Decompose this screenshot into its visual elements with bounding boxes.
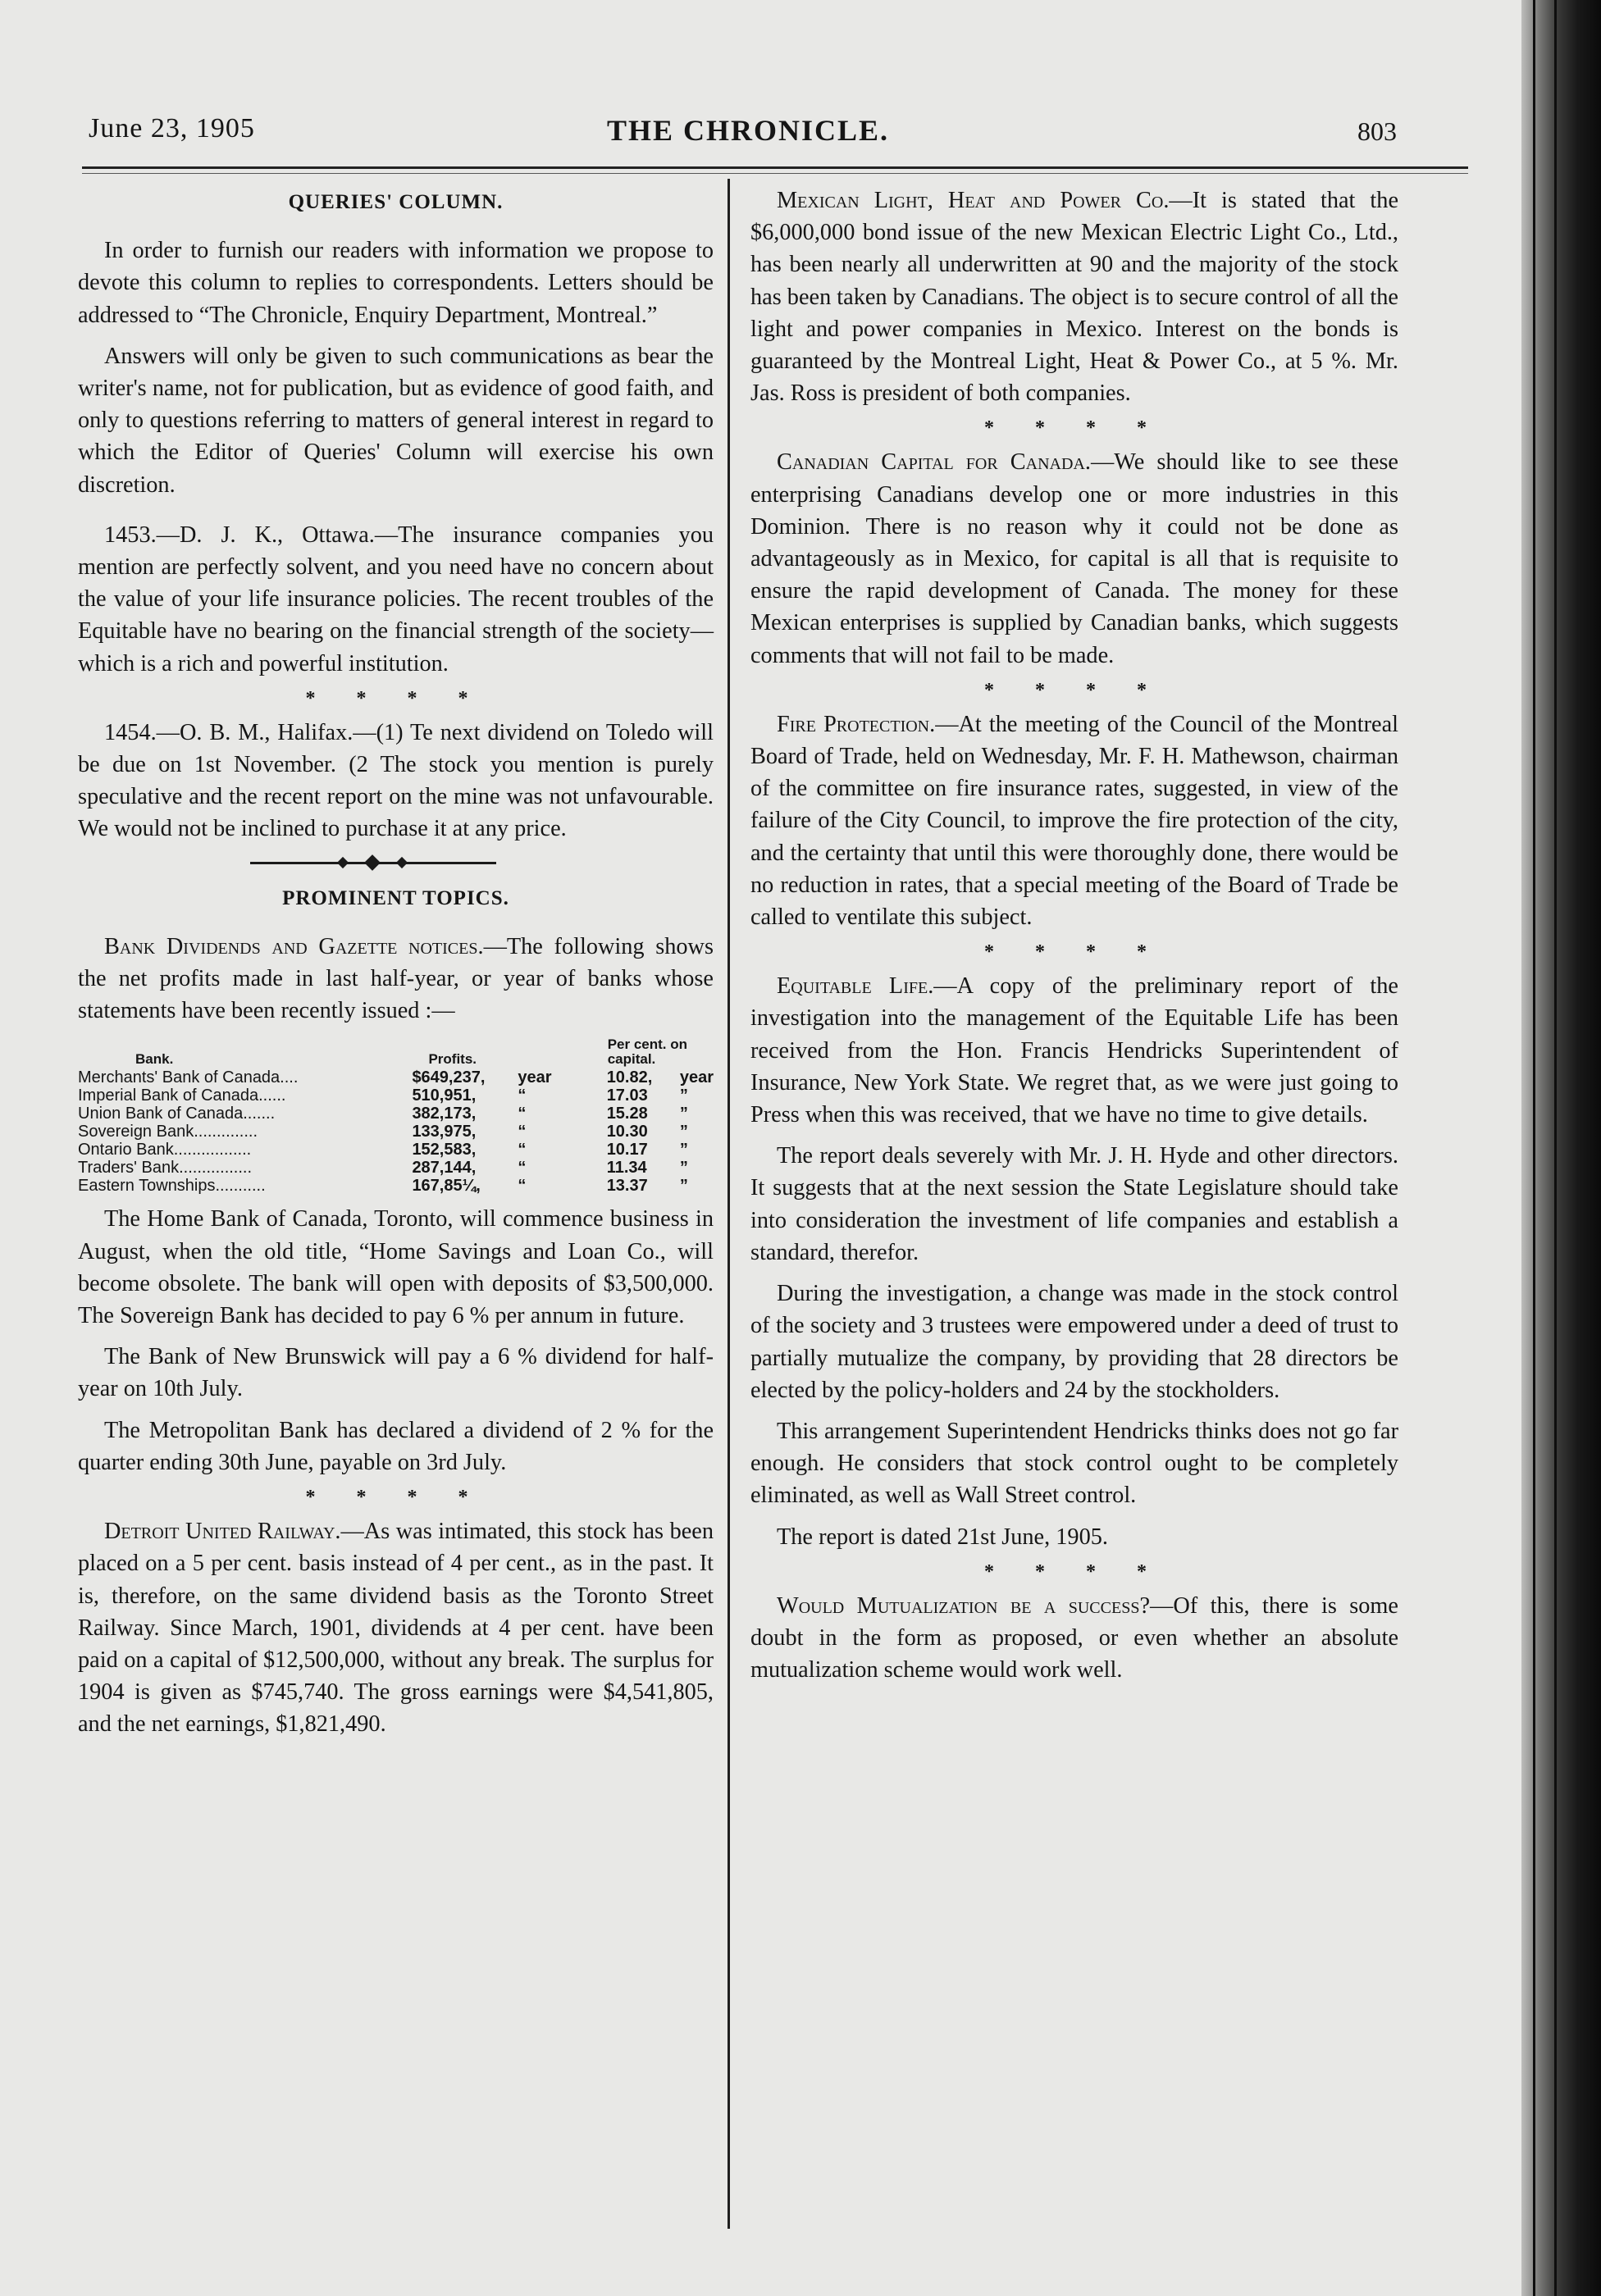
cell-percent: 10.30: [606, 1123, 648, 1141]
capital-text: —We should like to see these enterprising Canadians develop one or more industries in this Dominion. There is no reason why it could not be done as advantageously as in Mexico, for capital is all that is requisite to ensure the rapid development of Canada. The money for these Mexican enterprises is supplied by Canadian banks, which suggests comments that will not fail to be made.: [750, 449, 1398, 668]
fire-title: Fire Protection.: [777, 711, 936, 737]
book-binding: [1521, 0, 1601, 2296]
cell-bank: Sovereign Bank..............: [78, 1123, 258, 1141]
dated-paragraph: The report is dated 21st June, 1905.: [777, 1524, 1108, 1550]
ornament-diamond-left: [337, 857, 349, 868]
section-stars: * * * *: [305, 687, 486, 709]
table-header-row: [78, 1036, 714, 1068]
mexican-paragraph: [750, 184, 1398, 409]
page-header: [0, 107, 1460, 156]
ornament-diamond-right: [396, 857, 408, 868]
header-rule: [82, 166, 1468, 169]
section-stars: * * * *: [305, 1487, 486, 1509]
section-ornament: [78, 854, 714, 871]
prominent-topics-heading: PROMINENT TOPICS.: [282, 886, 509, 909]
new-brunswick-paragraph: The Bank of New Brunswick will pay a 6 % dividend for half-year on 10th July.: [78, 1344, 714, 1402]
cell-bank: Union Bank of Canada.......: [78, 1105, 276, 1123]
capital-title: Canadian Capital for Canada.: [777, 449, 1091, 476]
cell-profits: 133,975,: [412, 1123, 477, 1141]
bank-dividends-title: Bank Dividends and Gazette notices.: [104, 933, 484, 959]
cell-percent: 10.82,: [606, 1068, 653, 1087]
cell-percent: 13.37: [606, 1177, 648, 1196]
metropolitan-paragraph: The Metropolitan Bank has declared a dividend of 2 % for the quarter ending 30th June, payable on 3rd July.: [78, 1417, 714, 1475]
table-row: [78, 1159, 714, 1177]
col-bank-header: Bank.: [135, 1051, 174, 1068]
right-column: [750, 184, 1398, 1695]
ornament-diamond: [364, 854, 381, 871]
cell-bank: Imperial Bank of Canada......: [78, 1086, 286, 1105]
cell-unit: “: [518, 1177, 527, 1196]
cell-unit: “: [518, 1141, 527, 1159]
page-number: 803: [1357, 116, 1397, 146]
table-row: [78, 1068, 714, 1086]
issue-date: June 23, 1905: [89, 113, 255, 144]
fire-paragraph: [750, 708, 1398, 933]
equitable-paragraph: [750, 970, 1398, 1131]
fire-text: —At the meeting of the Council of the Montreal Board of Trade, held on Wednesday, Mr. F. H. Mathewson, chairman of the committee on fire insurance rates, suggested, in view of the failure of the City Council, to improve the fire protection of the city, and the certainty that until this were thoroughly done, there would be no reduction in rates, that a special meeting of the Board of Trade be called to ventilate this subject.: [750, 711, 1398, 931]
detroit-title: Detroit United Railway.: [104, 1519, 341, 1545]
cell-profits: $649,237,: [412, 1068, 486, 1087]
header-rule-thin: [82, 173, 1468, 174]
detroit-text: —As was intimated, this stock has been placed on a 5 per cent. basis instead of 4 per cent., as in the past. It is, therefore, on the same dividend basis as the Toronto Street Railway. Since March, 1901, dividends at 4 per cent. have been paid on a capital of $12,500,000, without any break. The surplus for 1904 is given as $745,740. The gross earnings were $4,541,805, and the net earnings, $1,821,490.: [78, 1519, 714, 1738]
cell-percent: 11.34: [606, 1159, 647, 1178]
cell-percent: 17.03: [606, 1086, 648, 1105]
home-bank-paragraph: The Home Bank of Canada, Toronto, will commence business in August, when the old title, “Home Savings and Loan Co., will become obsolete. The bank will open with deposits of $3,500,000. The Sovereign Bank has decided to pay 6 % per annum in future.: [78, 1206, 714, 1329]
cell-percent-unit: year: [679, 1068, 714, 1087]
cell-bank: Ontario Bank.................: [78, 1141, 252, 1159]
query-1454: 1454.—O. B. M., Halifax.—(1) Te next dividend on Toledo will be due on 1st November. (2 The stock you mention is purely speculative and the recent report on the mine was not unfavourable. We would not be inclined to purchase it at any price.: [78, 719, 714, 842]
binding-edge: [1554, 0, 1557, 2296]
bank-profits-table: [78, 1036, 714, 1195]
binding-edge: [1533, 0, 1535, 2296]
publication-title: THE CHRONICLE.: [607, 114, 890, 147]
capital-paragraph: [750, 446, 1398, 671]
section-stars: * * * *: [984, 417, 1165, 440]
cell-unit: “: [518, 1105, 527, 1123]
left-column: [78, 184, 714, 1750]
mutual-paragraph: [750, 1590, 1398, 1687]
column-divider: [728, 179, 730, 2229]
report-deals-paragraph: The report deals severely with Mr. J. H. Hyde and other directors. It suggests that at the next session the State Legislature should take into consideration the investment of life companies and establish a standard, therefor.: [750, 1143, 1398, 1265]
bank-dividends-text: —The following shows the net profits made in last half-year, or year of banks whose statements have been recently issued :—: [78, 933, 714, 1024]
table-row: [78, 1177, 714, 1195]
cell-percent: 15.28: [606, 1105, 648, 1123]
equitable-text: —A copy of the preliminary report of the investigation into the management of the Equitable Life has been received from the Hon. Francis Hendricks Superintendent of Insurance, New York State. We regret that, as we were just going to Press when this was received, that we have no time to give details.: [750, 973, 1398, 1128]
cell-profits: 287,144,: [412, 1159, 477, 1178]
cell-unit: “: [518, 1159, 527, 1178]
cell-profits: 152,583,: [412, 1141, 477, 1159]
mutual-title: Would Mutualization be a success?: [777, 1592, 1151, 1619]
arrangement-paragraph: This arrangement Superintendent Hendricks thinks does not go far enough. He considers that stock control ought to be completely eliminated, as well as Wall Street control.: [750, 1418, 1398, 1509]
cell-bank: Merchants' Bank of Canada....: [78, 1068, 299, 1087]
cell-profits: 382,173,: [412, 1105, 477, 1123]
cell-bank: Traders' Bank................: [78, 1159, 253, 1178]
cell-percent-unit: ”: [679, 1141, 688, 1159]
equitable-title: Equitable Life.: [777, 973, 934, 1000]
queries-intro-1: In order to furnish our readers with information we propose to devote this column to replies to correspondents. Letters should be addressed to “The Chronicle, Enquiry Department, Montreal.”: [78, 238, 714, 328]
cell-unit: year: [518, 1068, 552, 1087]
section-stars: * * * *: [984, 679, 1165, 701]
cell-profits: 510,951,: [412, 1086, 477, 1105]
queries-intro-2: Answers will only be given to such communications as bear the writer's name, not for publication, but as evidence of good faith, and only to questions referring to matters of general interest in regard to which the Editor of Queries' Column will exercise his own discretion.: [78, 343, 714, 498]
mutual-text: —Of this, there is some doubt in the form as proposed, or even whether an absolute mutualization scheme would work well.: [750, 1592, 1398, 1683]
cell-unit: “: [518, 1123, 527, 1141]
bank-dividends-paragraph: [78, 931, 714, 1027]
section-stars: * * * *: [984, 1560, 1165, 1583]
cell-bank: Eastern Townships...........: [78, 1177, 266, 1196]
col-percent-header: Per cent. on capital.: [607, 1036, 687, 1068]
cell-unit: “: [518, 1086, 527, 1105]
col-profits-header: Profits.: [428, 1051, 477, 1068]
mexican-title: Mexican Light, Heat and Power Co.: [777, 188, 1170, 213]
table-row: [78, 1141, 714, 1159]
cell-percent-unit: ”: [679, 1105, 688, 1123]
cell-percent-unit: ”: [679, 1159, 688, 1178]
mexican-text: —It is stated that the $6,000,000 bond issue of the new Mexican Electric Light Co., Ltd., has been nearly all underwritten at 90 and the majority of the stock has been taken by Canadians. The object is to secure control of all the light and power companies in Mexico. Interest on the bonds is guaranteed by the Montreal Light, Heat & Power Co., at 5 %. Mr. Jas. Ross is president of both companies.: [750, 188, 1398, 407]
section-stars: * * * *: [984, 941, 1165, 963]
query-1453: 1453.—D. J. K., Ottawa.—The insurance companies you mention are perfectly solvent, and you need have no concern about the value of your life insurance policies. The recent troubles of the Equitable have no bearing on the financial strength of the society—which is a rich and powerful institution.: [78, 522, 714, 676]
cell-percent-unit: ”: [679, 1123, 688, 1141]
table-row: [78, 1123, 714, 1141]
during-paragraph: During the investigation, a change was made in the stock control of the society and 3 trustees were empowered under a deed of trust to partially mutualize the company, by providing that 28 directors be elected by the policy-holders and 24 by the stockholders.: [750, 1281, 1398, 1403]
queries-heading: QUERIES' COLUMN.: [288, 191, 504, 213]
cell-profits: 167,85¼,: [412, 1177, 481, 1196]
table-row: [78, 1105, 714, 1123]
cell-percent: 10.17: [606, 1141, 648, 1159]
table-row: [78, 1086, 714, 1105]
cell-percent-unit: ”: [679, 1086, 688, 1105]
detroit-paragraph: [78, 1515, 714, 1740]
cell-percent-unit: ”: [679, 1177, 688, 1196]
